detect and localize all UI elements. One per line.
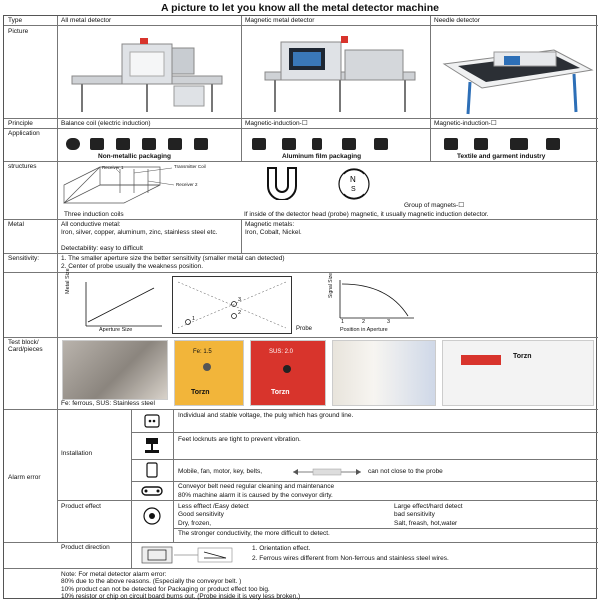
- row-label-metal: Metal: [8, 221, 24, 228]
- principle-all-metal: Balance coil (electric induction): [61, 120, 151, 127]
- test-card-sus-label: SUS: 2.0: [269, 349, 294, 355]
- pe-left2: Good sensitivity: [178, 511, 224, 518]
- bread-icon: [90, 138, 104, 150]
- test-card-fe-brand: Torzn: [191, 389, 210, 396]
- metal-all-title: All conductive metal:: [61, 221, 121, 228]
- test-card-box-brand: Torzn: [513, 353, 532, 360]
- alarm-line3a: Mobile, fan, motor, key, belts,: [178, 468, 263, 475]
- pe-left3: Dry, frozen,: [178, 520, 212, 527]
- page-title: A picture to let you know all the metal detector machine: [161, 2, 439, 14]
- candy-icon: [116, 138, 130, 150]
- application-needle: Textile and garment industry: [457, 153, 546, 160]
- metal-all-body: Iron, silver, copper, aluminum, zinc, stainless steel etc.: [61, 229, 218, 236]
- structures-magnets-label: Group of magnets-☐: [404, 202, 465, 209]
- svg-text:N: N: [350, 175, 356, 184]
- header-type: Type: [8, 17, 23, 24]
- can-icon: [142, 138, 156, 150]
- chart1-ylabel: Metal Size: [65, 268, 71, 294]
- probe-point-1: 1: [192, 316, 196, 322]
- test-rolls-photo: [332, 340, 436, 406]
- all-metal-detector-photo: [62, 30, 237, 116]
- note-title: Note: For metal detector alarm error:: [61, 571, 167, 578]
- note-line3: 10% resistor or chip on circuit board burns out. (Probe inside it is very less broken.): [61, 593, 301, 600]
- metal-detectability: Detectability: easy to difficult: [61, 245, 143, 252]
- pe-right2: bad sensitivity: [394, 511, 435, 518]
- alarm-line3b: can not close to the probe: [368, 468, 443, 475]
- bottle2-icon: [312, 138, 322, 150]
- conveyor-belt-icon: [140, 484, 164, 498]
- sensitivity-line1: 1. The smaller aperture size the better sensitivity (smaller metal can detected): [61, 255, 285, 262]
- row-label-application: Application: [8, 130, 40, 137]
- comparison-table: [3, 15, 597, 599]
- compass-icon: [330, 166, 380, 202]
- application-all-metal: Non-metallic packaging: [98, 153, 171, 160]
- pd-line1: 1. Orientation effect.: [252, 545, 311, 552]
- row-label-sensitivity: Sensitivity:: [8, 255, 40, 262]
- label-receiver2: Receiver 2: [176, 182, 198, 187]
- pd-line2: 2. Ferrous wires different from Non-ferrous and stainless steel wires.: [252, 555, 449, 562]
- product-direction-label: Product direction: [61, 544, 110, 551]
- alarm-line4a: Conveyor belt need regular cleaning and maintenance: [178, 483, 335, 490]
- test-card-sus: [250, 340, 326, 406]
- product-effect-icon: [141, 506, 163, 526]
- chart2-ylabel: Signal Size: [328, 272, 334, 298]
- label-receiver1: Receiver 1: [102, 165, 124, 170]
- alarm-installation-label: Installation: [61, 450, 93, 457]
- sensitivity-line2: 2. Center of probe usually the weakness position.: [61, 263, 204, 270]
- shoe-icon: [474, 138, 488, 150]
- snack-bag-icon: [252, 138, 266, 150]
- row-label-principle: Principle: [8, 120, 33, 127]
- header-magnetic: Magnetic metal detector: [245, 17, 315, 24]
- principle-needle: Magnetic-induction-☐: [434, 120, 497, 127]
- coffee-icon: [282, 138, 296, 150]
- note-line2: 10% product can not be detected for Packaging or product effect too big.: [61, 586, 270, 593]
- bottle-icon: [194, 138, 208, 150]
- chart1-xlabel: Aperture Size: [99, 327, 133, 333]
- structures-caption-coils: Three induction coils: [64, 211, 124, 218]
- test-card-fe: [174, 340, 244, 406]
- probe-cross: [176, 280, 288, 330]
- chocolate-icon: [374, 138, 388, 150]
- three-coil-diagram: [60, 163, 240, 209]
- alarm-line4b: 80% machine alarm it is caused by the conveyor dirty.: [178, 492, 333, 499]
- mobile-icon: [144, 462, 160, 478]
- pe-right1: Large effect/hard detect: [394, 503, 463, 510]
- distance-arrow: [291, 467, 363, 477]
- row-label-alarm: Alarm error: [8, 474, 41, 481]
- principle-magnetic: Magnetic-induction-☐: [245, 120, 308, 127]
- sneaker-icon: [510, 138, 528, 150]
- pe-right3: Salt, freash, hot,water: [394, 520, 458, 527]
- metal-magnetic-body: Iron, Cobalt, Nickel.: [245, 229, 302, 236]
- pe-bottom: The stronger conductivity, the more difficult to detect.: [178, 530, 330, 537]
- metal-magnetic-title: Magnetic metals:: [245, 221, 295, 228]
- alarm-line1: Individual and stable voltage, the pulg which has ground line.: [178, 412, 354, 419]
- chart2-tick-3: 3: [387, 319, 391, 325]
- row-label-picture: Picture: [8, 28, 29, 35]
- signal-size-chart: [334, 278, 418, 324]
- application-magnetic: Aluminum film packaging: [282, 153, 362, 160]
- chart2-xlabel: Position in Aperture: [340, 327, 388, 333]
- plug-icon: [142, 413, 162, 429]
- chart2-tick-2: 2: [362, 319, 366, 325]
- row-label-structures: structures: [8, 163, 37, 170]
- cap-icon: [546, 138, 560, 150]
- note-line1: 80% due to the above reasons. (Especially the conveyor belt. ): [61, 578, 242, 585]
- header-needle: Needle detector: [434, 17, 480, 24]
- svg-text:S: S: [351, 186, 356, 193]
- probe-point-2: 2: [238, 310, 242, 316]
- alarm-product-effect-label: Product effect: [61, 503, 101, 510]
- magnetic-detector-photo: [245, 30, 427, 116]
- test-card-box-photo: [442, 340, 594, 406]
- probe-label: Probe: [296, 326, 313, 332]
- testblock-caption: Fe: ferrous, SUS: Stainless steel: [61, 400, 155, 407]
- pe-left1: Less efftect /Easy detect: [178, 503, 249, 510]
- pill-box-icon: [168, 138, 182, 150]
- row-label-testblock: Test block/ Card/pieces: [8, 339, 43, 354]
- alarm-line2: Feet locknuts are tight to prevent vibration.: [178, 436, 301, 443]
- structures-caption-magnetic: If inside of the detector head (probe) magnetic, it usually magnetic induction detector.: [244, 211, 489, 218]
- product-direction-diagram: [138, 544, 238, 566]
- chart2-tick-1: 1: [341, 319, 345, 325]
- probe-point-3: 3: [238, 297, 242, 303]
- header-all-metal: All metal detector: [61, 17, 112, 24]
- magnet-icon: [262, 166, 302, 200]
- test-card-fe-label: Fe: 1.5: [193, 349, 212, 355]
- label-transmitter: Transmitter Coil: [174, 164, 206, 169]
- locknut-icon: [142, 436, 162, 454]
- cookie-icon: [66, 138, 80, 150]
- shirt-icon: [444, 138, 458, 150]
- test-piece-photo: [62, 340, 168, 400]
- test-card-sus-brand: Torzn: [271, 389, 290, 396]
- needle-detector-photo: [434, 30, 596, 116]
- meat-icon: [342, 138, 356, 150]
